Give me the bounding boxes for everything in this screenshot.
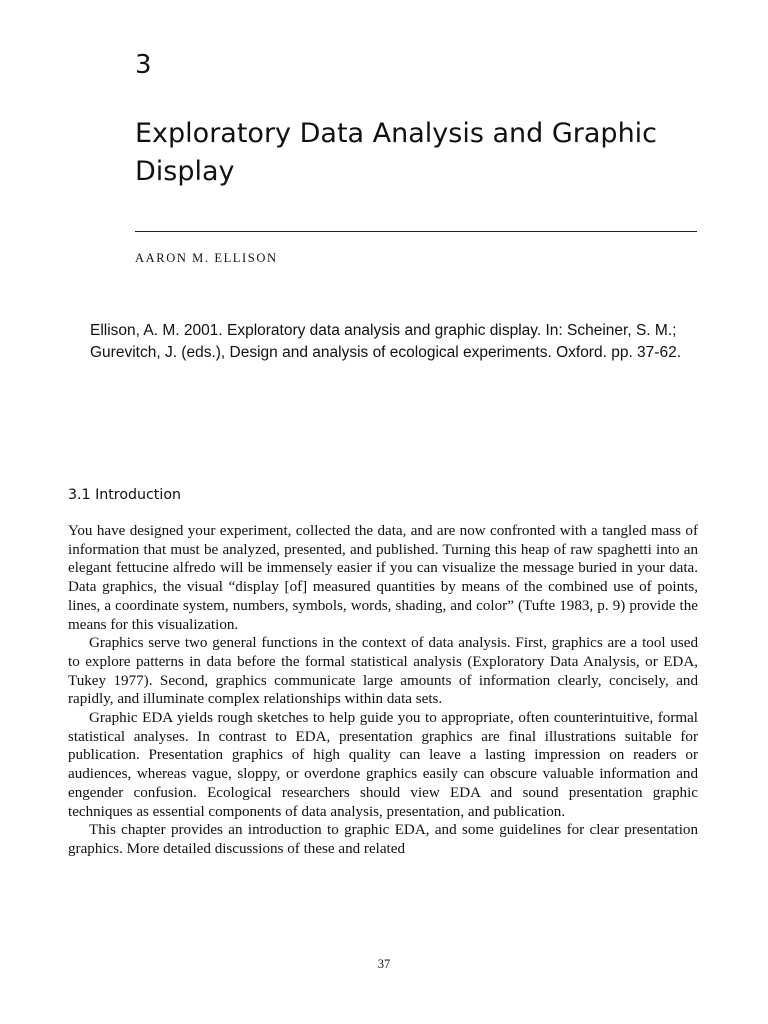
paragraph: Graphics serve two general functions in the context of data analysis. First, graphics are a tool used to explore patterns in data before the formal statistical analysis (Exploratory Data Analysis, or EDA, Tukey 1977). Second, graphics communicate large amounts of information clearly, concisely, and rapidly, and illuminate complex relationships within data sets. — [68, 635, 698, 708]
paragraph: This chapter provides an introduction to graphic EDA, and some guidelines for clear presentation graphics. More detailed discussions of these and related — [68, 822, 698, 857]
page-number: 37 — [377, 957, 391, 971]
chapter-title: Exploratory Data Analysis and Graphic Display — [135, 118, 658, 187]
section-body — [68, 522, 698, 859]
section-heading: 3.1 Introduction — [68, 487, 181, 503]
chapter-number: 3 — [135, 50, 152, 80]
paragraph: Graphic EDA yields rough sketches to help guide you to appropriate, often counterintuitive, formal statistical analyses. In contrast to EDA, presentation graphics are final illustrations suitable for publication. Presentation graphics of high quality can leave a lasting impression on readers or audiences, whereas vague, sloppy, or overdone graphics easily can obscure valuable information and engender confusion. Ecological researchers should view EDA and sound presentation graphic techniques as essential components of data analysis, presentation, and publication. — [68, 710, 698, 820]
author-name: AARON M. ELLISON — [135, 251, 278, 265]
citation-note: Ellison, A. M. 2001. Exploratory data analysis and graphic display. In: Scheiner, S. M.; Gurevitch, J. (eds.), Design and analysis of ecological experiments. Oxford. pp. 37-62. — [90, 322, 682, 361]
paragraph: You have designed your experiment, collected the data, and are now confronted with a tangled mass of information that must be analyzed, presented, and published. Turning this heap of raw spaghetti into an elegant fettucine alfredo will be immensely easier if you can visualize the message buried in your data. Data graphics, the visual “display [of] measured quantities by means of the combined use of points, lines, a coordinate system, numbers, symbols, words, shading, and color” (Tufte 1983, p. 9) provide the means for this visualization. — [68, 523, 698, 633]
title-divider — [135, 231, 697, 232]
